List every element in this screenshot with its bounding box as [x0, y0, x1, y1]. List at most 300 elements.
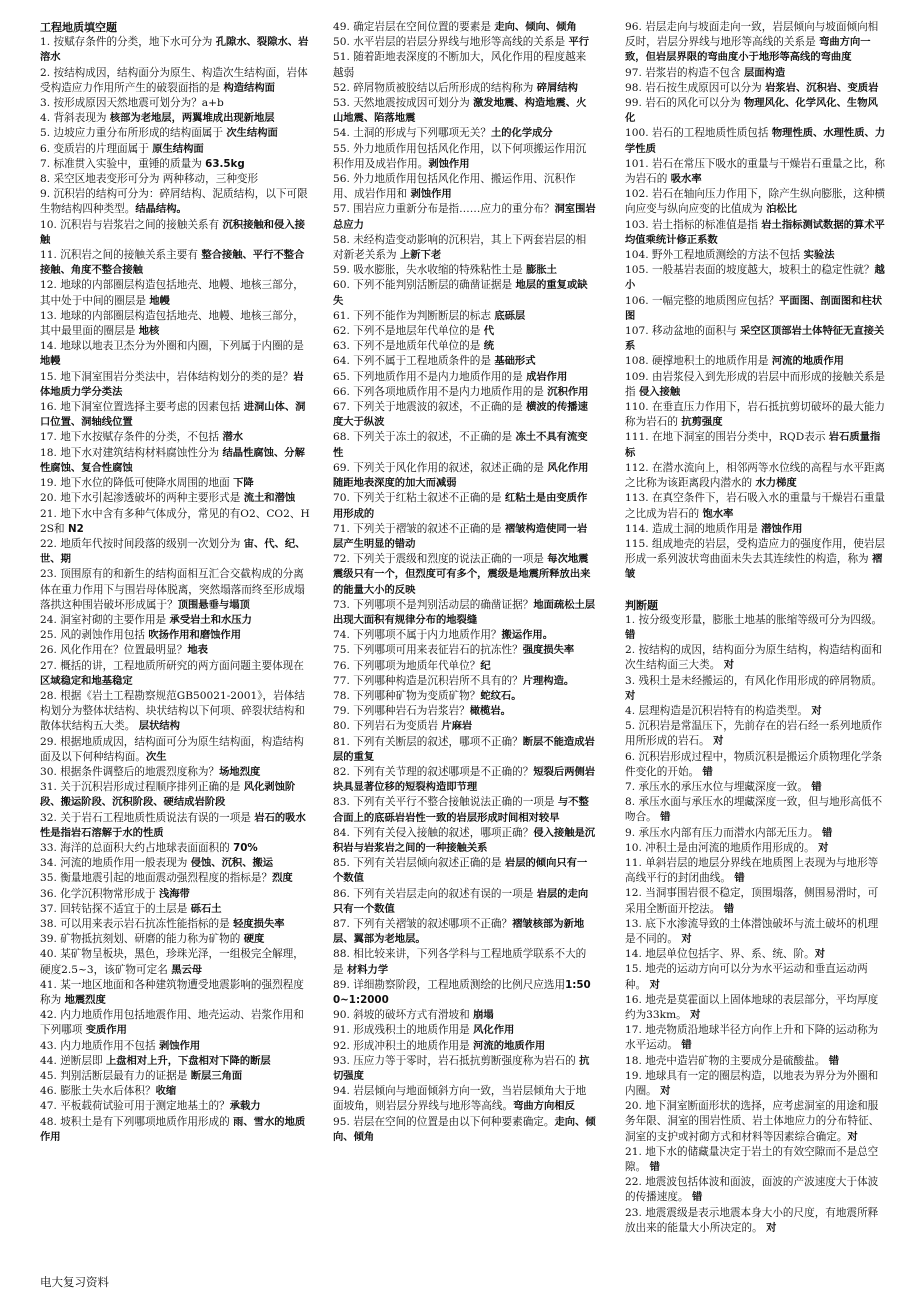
- question-text: 100. 岩石的工程地质性质包括: [625, 127, 772, 140]
- question-item: [40, 400, 312, 430]
- question-item: [40, 1069, 312, 1084]
- question-item: [625, 187, 887, 217]
- question-text: 80. 下列岩石为变质岩: [333, 720, 442, 733]
- question-text: 1. 按分级变形量，膨胀土地基的胀缩等级可分为四级。: [625, 613, 883, 626]
- answer-text: 纪: [480, 659, 491, 672]
- answer-text: 河流的地质作用: [473, 1039, 546, 1052]
- question-item: [333, 35, 596, 50]
- answer-text: 蛇纹石。: [480, 689, 522, 702]
- question-item: [625, 1054, 887, 1069]
- answer-text: 成岩作用: [526, 370, 568, 383]
- question-item: [625, 294, 887, 324]
- question-text: 81. 下列有关断层的叙述，哪项不正确？: [333, 735, 523, 748]
- answer-text: 材料力学: [346, 963, 389, 976]
- question-item: [333, 233, 596, 263]
- answer-text: 膨胀土: [526, 264, 557, 277]
- answer-text: 场地烈度: [219, 765, 261, 778]
- question-text: 74. 下列哪项不属于内力地质作用？: [333, 629, 502, 642]
- answer-text: 对: [818, 841, 829, 854]
- question-item: [625, 126, 887, 156]
- question-item: [40, 856, 312, 871]
- answer-text: 岩体地质力学分类法: [40, 370, 304, 398]
- question-text: 90. 斜坡的破坏方式有滑坡和: [333, 1009, 474, 1022]
- question-item: [625, 917, 887, 947]
- answer-text: 错: [691, 1191, 703, 1204]
- question-item: [333, 430, 596, 460]
- question-text: 38. 可以用来表示岩石抗冻性能指标的是: [40, 917, 234, 930]
- answer-text: 对: [814, 948, 826, 961]
- question-item: [40, 96, 312, 111]
- question-item: [40, 35, 312, 65]
- question-item: [333, 598, 596, 628]
- question-text: 18. 地下水对建筑结构材料腐蚀性分为: [40, 446, 223, 459]
- answer-text: 结晶性腐蚀、分解性腐蚀、复合性腐蚀: [40, 446, 305, 474]
- question-text: 69. 下列关于风化作用的叙述，叙述正确的是: [333, 461, 548, 474]
- answer-text: 雨、雪水的地质作用: [40, 1115, 306, 1143]
- question-text: 115. 组成地壳的岩层，受构造应力的强度作用，使岩层形成一系列波状弯曲面未失去其连续性的构造，称为: [625, 537, 886, 566]
- question-text: 60. 下列不能判别活断层的确凿证据是: [333, 279, 516, 292]
- question-text: 57. 围岩应力重新分布是指……应力的重分布？: [333, 203, 555, 216]
- question-text: 73. 下列哪项不是判别活动层的确凿证据？: [333, 598, 534, 611]
- answer-text: 核部为老地层，两翼堆成出现新地层: [109, 112, 275, 125]
- question-item: [40, 446, 312, 476]
- answer-text: 褶皱: [625, 553, 883, 581]
- answer-text: 河流的地质作用: [771, 355, 844, 368]
- question-text: 3. 残积土是未经搬运的，有风化作用形成的碎屑物质。: [625, 674, 883, 687]
- question-text: 4. 层理构造是沉积岩特有的构造类型。: [625, 704, 812, 717]
- answer-text: 剥蚀作用: [428, 157, 470, 170]
- question-text: 88. 相比较来讲，下列各学科与工程地质学联系不大的是: [333, 948, 587, 976]
- question-item: [625, 613, 887, 643]
- question-text: 24. 洞室衬砌的主要作用是: [40, 613, 170, 626]
- question-text: 10. 沉积岩与岩浆岩之间的接触关系有: [40, 218, 223, 231]
- question-item: [40, 1099, 312, 1114]
- answer-text: 地幔: [40, 355, 61, 368]
- question-item: [625, 491, 887, 521]
- question-item: [625, 1099, 887, 1145]
- question-text: 49. 确定岩层在空间位置的要素是: [333, 21, 495, 33]
- question-item: [40, 142, 312, 157]
- answer-text: 错: [723, 902, 735, 915]
- question-text: 95. 岩层在空间的位置是由以下何种要素确定。: [333, 1115, 555, 1128]
- question-text: 28. 根据《岩土工程勘察规范GB50021-2001》，岩体结构划分为整体状结构、块状结构以下何项、碎裂状结构和散体状结构五大类。: [40, 689, 305, 733]
- question-text: 66. 下列各项地质作用不是内力地质作用的是: [333, 385, 548, 398]
- question-text: 6. 沉积岩形成过程中，物质沉积是搬运介质物理化学条件变化的开始。: [625, 750, 883, 778]
- answer-text: 平面图、剖面图和柱状图: [625, 294, 883, 322]
- question-item: [40, 1084, 312, 1099]
- question-item: [40, 507, 312, 537]
- question-text: 12. 当洞事围岩很不稳定，顶围塌落，侧围易滑时，可采用全断面开挖法。: [625, 887, 879, 915]
- question-text: 111. 在地下洞室的围岩分类中，RQD表示: [625, 431, 829, 444]
- question-item: [625, 886, 887, 916]
- answer-text: 上新下老: [399, 249, 442, 262]
- question-text: 75. 下列哪项可用来表征岩石的抗冻性？: [333, 644, 523, 657]
- question-text: 98. 岩石按生成原因可以分为: [625, 81, 766, 94]
- answer-text: 激发地震、构造地震、火山地震、陷落地震: [333, 97, 587, 125]
- answer-text: 崩塌: [473, 1009, 494, 1022]
- question-item: [333, 50, 596, 80]
- answer-text: 原生结构面: [152, 142, 204, 155]
- question-text: 110. 在垂直压力作用下，岩石抵抗剪切破坏的最大能力称为岩石的: [625, 401, 886, 429]
- page-footer: 电大复习资料: [40, 1275, 109, 1289]
- question-text: 37. 回转钻探不适宜于的土层是: [40, 902, 191, 915]
- question-item: [333, 339, 596, 354]
- answer-text: 实验法: [803, 249, 835, 262]
- question-text: 23. 顶围原有的和新生的结构面相互汇合交截构成的分离体在重力作用下与围岩母体脱离，突然塌落而终至形成塌落拱这种围岩破坏形成属于？: [40, 568, 305, 611]
- question-text: 15. 地下洞室围岩分类法中，岩体结构划分的类的是？: [40, 370, 294, 383]
- answer-text: 砾石土: [190, 902, 222, 915]
- answer-text: 风化剥蚀阶段、搬运阶段、沉积阶段、硬结成岩阶段: [40, 781, 296, 809]
- question-item: [625, 674, 887, 704]
- question-text: 34. 河流的地质作用一般表现为: [40, 857, 191, 870]
- answer-text: 短裂后两侧岩块具显著位移的短裂构造即节理: [333, 765, 596, 794]
- question-text: 2. 按结构成因，结构面分为原生、构造次生结构面，岩体受构造应力作用所产生的破裂面指的是: [40, 66, 308, 94]
- question-text: 105. 一般基岩表面的坡度越大，坡积土的稳定性就？: [625, 264, 875, 277]
- question-text: 61. 下列不能作为判断断层的标志: [333, 309, 495, 322]
- answer-text: 平行: [568, 36, 590, 49]
- question-item: [40, 111, 312, 126]
- question-text: 20. 地下水引起渗透破坏的两种主要形式是: [40, 492, 244, 505]
- answer-text: 地表: [187, 644, 208, 657]
- answer-text: 错: [734, 872, 745, 885]
- answer-text: 碎屑结构: [536, 81, 578, 94]
- answer-text: 地核: [138, 325, 160, 338]
- question-text: 44. 逆断层即: [40, 1054, 106, 1067]
- answer-text: 吹扬作用和磨蚀作用: [148, 629, 242, 642]
- question-item: [40, 157, 312, 172]
- answer-text: 63.5kg: [205, 157, 245, 170]
- answer-text: 强度损失率: [522, 644, 575, 657]
- question-item: [333, 309, 596, 324]
- answer-text: 对: [723, 659, 735, 672]
- question-text: 7. 标准贯入实验中，重锤的质量为: [40, 157, 206, 170]
- answer-text: 每次地震震级只有一个，但烈度可有多个，震级是地震所释放出来的能量大小的反映: [333, 553, 591, 596]
- question-item: [40, 430, 312, 445]
- answer-text: 地层的重复或缺失: [333, 279, 588, 307]
- question-item: [333, 385, 596, 400]
- question-text: 16. 地下洞室位置选择主要考虑的因素包括: [40, 401, 244, 414]
- question-text: 55. 外力地质作用包括风化作用，以下何项搬运作用沉积作用及成岩作用。: [333, 142, 587, 170]
- answer-text: 饱水率: [702, 507, 734, 520]
- question-item: [333, 1115, 596, 1145]
- question-item: [333, 1023, 596, 1038]
- question-text: 46. 膨胀土失水后体积？: [40, 1085, 156, 1098]
- question-item: [40, 476, 312, 491]
- answer-text: 进洞山体、洞口位置、洞轴线位置: [40, 401, 306, 429]
- question-text: 113. 在真空条件下，岩石吸入水的重量与干燥岩石重量之比成为岩石的: [625, 492, 886, 520]
- answer-text: 土的化学成分: [490, 127, 553, 140]
- question-text: 107. 移动盆地的面积与: [625, 325, 741, 338]
- question-text: 54. 土洞的形成与下列哪项无关？: [333, 127, 491, 140]
- question-item: [625, 1206, 887, 1236]
- question-text: 97. 岩浆岩的构造不包含: [625, 66, 744, 79]
- question-item: [625, 704, 887, 719]
- question-item: [333, 1054, 596, 1084]
- question-text: 14. 地层单位包括字、界、系、统、阶。: [625, 948, 815, 961]
- question-text: 36. 化学沉积物常形成于: [40, 887, 159, 900]
- answer-text: 弯曲方向相反: [513, 1100, 575, 1113]
- question-text: 87. 下列有关褶皱的叙述哪项不正确？: [333, 917, 513, 930]
- answer-text: 错: [828, 1054, 839, 1067]
- question-item: [625, 354, 887, 369]
- question-text: 50. 水平岩层的岩层分界线与地形等高线的关系是: [333, 36, 569, 49]
- question-text: 82. 下列有关节理的叙述哪项是不正确的？: [333, 765, 534, 778]
- question-item: [40, 1039, 312, 1054]
- answer-text: 统: [483, 340, 495, 353]
- question-text: 86. 下列有关岩层走向的叙述有误的一项是: [333, 887, 537, 900]
- question-item: [333, 278, 596, 308]
- question-text: 70. 下列关于红粘土叙述不正确的是: [333, 492, 505, 505]
- question-text: 79. 下列哪种岩石为岩浆岩？: [333, 705, 470, 718]
- section-spacer: [625, 583, 887, 598]
- question-text: 114. 造成土洞的地质作用是: [625, 522, 762, 535]
- question-text: 109. 由岩浆侵入到先形成的岩层中而形成的接触关系是指: [625, 370, 886, 398]
- question-text: 101. 岩石在常压下吸水的重量与干燥岩石重量之比，称为岩石的: [625, 157, 886, 186]
- question-item: [625, 750, 887, 780]
- question-item: [40, 1054, 312, 1069]
- question-text: 92. 形成冲积土的地质作用是: [333, 1039, 474, 1052]
- question-text: 14. 地球以地表卫杰分为外圈和内圈，下列属于内圈的是: [40, 340, 304, 353]
- question-text: 47. 平板载荷试验可用于测定地基土的？: [40, 1100, 230, 1113]
- question-text: 12. 地球的内部圈层构造包括地壳、地幔、地核三部分，其中处于中间的圈层是: [40, 279, 304, 307]
- answer-text: 对: [625, 689, 636, 702]
- column-2: [333, 20, 596, 1145]
- answer-text: 对: [766, 1221, 777, 1234]
- question-item: [333, 735, 596, 765]
- question-item: [333, 400, 596, 430]
- answer-text: 对: [681, 932, 692, 945]
- answer-text: 变质作用: [85, 1024, 127, 1037]
- answer-text: 区域稳定和地基稳定: [40, 674, 133, 687]
- question-text: 53. 天然地震按成因可划分为: [333, 97, 474, 110]
- question-text: 3. 按形成原因天然地震可划分为？a+b: [40, 97, 224, 110]
- answer-text: 地幔: [149, 294, 170, 307]
- question-text: 21. 地下水的储藏量决定于岩土的有效空隙而不是总空隙。: [625, 1145, 879, 1174]
- question-text: 56. 外力地质作用包括风化作用、搬运作用、沉积作用、成岩作用和: [333, 173, 576, 201]
- question-item: [333, 659, 596, 674]
- question-item: [333, 263, 596, 278]
- answer-text: 侵蚀、沉积、搬运: [190, 857, 274, 870]
- question-item: [333, 643, 596, 658]
- question-text: 112. 在潜水流向上，相邻两等水位线的高程与水平距离之比称为该距离段内潜水的: [625, 461, 886, 490]
- question-text: 5. 沉积岩是常温压下，先前存在的岩石经一系列地质作用所形成的岩石。: [625, 720, 883, 748]
- answer-text: 次生: [145, 750, 167, 763]
- question-text: 27. 概括的讲，工程地质所研究的两方面问题主要体现在: [40, 659, 304, 672]
- question-text: 91. 形成残积土的地质作用是: [333, 1024, 474, 1037]
- answer-text: 烈度: [272, 872, 293, 885]
- question-item: [625, 96, 887, 126]
- question-item: [333, 704, 596, 719]
- column-3: [625, 20, 887, 1236]
- question-text: 22. 地质年代按时间段落的级别一次划分为: [40, 537, 244, 550]
- answer-text: 轻度损失率: [233, 917, 285, 930]
- question-item: [40, 841, 312, 856]
- answer-text: 泊松比: [766, 203, 797, 216]
- answer-text: N2: [67, 522, 84, 535]
- question-item: [625, 947, 887, 962]
- question-text: 41. 某一地区地面和各种建筑物遭受地震影响的强烈程度称为: [40, 978, 304, 1006]
- question-item: [625, 780, 887, 795]
- answer-text: 硬度: [243, 933, 265, 946]
- question-text: 16. 地壳是莫霍面以上固体地球的表层部分，平均厚度约为33km。: [625, 993, 879, 1021]
- answer-text: 错: [625, 628, 636, 641]
- answer-text: 物理性质、水理性质、力学性质: [625, 127, 886, 155]
- answer-text: 断层三角面: [190, 1070, 243, 1083]
- question-text: 71. 下列关于褶皱的叙述不正确的是: [333, 522, 505, 535]
- question-text: 13. 底下水渗流导致的土体潜蚀破坏与流土破坏的机理是不同的。: [625, 917, 879, 945]
- question-item: [625, 795, 887, 825]
- question-text: 11. 单斜岩层的地层分界线在地质图上表现为与地形等高线平行的封闭曲线。: [625, 856, 879, 885]
- answer-text: 下降: [233, 477, 254, 490]
- question-item: [333, 172, 596, 202]
- question-text: 25. 风的剥蚀作用包括: [40, 629, 149, 642]
- question-text: 78. 下列哪种矿物为变质矿物？: [333, 689, 481, 702]
- question-item: [333, 795, 596, 825]
- question-item: [625, 218, 887, 248]
- question-item: [40, 1008, 312, 1038]
- question-text: 9. 承压水内部有压力而潜水内部无压力。: [625, 826, 822, 839]
- question-item: [333, 947, 596, 977]
- question-item: [625, 962, 887, 992]
- question-text: 31. 关于沉积岩形成过程顺序排列正确的是: [40, 781, 244, 794]
- answer-text: 抗切强度: [333, 1054, 590, 1083]
- question-item: [333, 1008, 596, 1023]
- answer-text: 岩石的吸水性是指岩石溶解于水的性质: [40, 811, 306, 839]
- question-item: [625, 370, 887, 400]
- question-text: 30. 根据条件调整后的地震烈度称为？: [40, 765, 220, 778]
- answer-text: 黑云母: [171, 963, 203, 976]
- question-text: 17. 地壳物质沿地球半径方向作上升和下降的运动称为水平运动。: [625, 1024, 879, 1052]
- answer-text: 对: [660, 1085, 671, 1098]
- question-text: 32. 关于岩石工程地质性质说法有误的一项是: [40, 811, 255, 824]
- question-item: [333, 96, 596, 126]
- answer-text: 错: [821, 826, 833, 839]
- question-item: [40, 932, 312, 947]
- question-item: [333, 1039, 596, 1054]
- question-text: 18. 地壳中造岩矿物的主要成分是硫酸盐。: [625, 1054, 829, 1067]
- question-text: 48. 坡积土是有下列哪项地质作用形成的: [40, 1115, 234, 1128]
- question-item: [333, 142, 596, 172]
- answer-text: 弯曲方向一致，但岩层界限的弯曲度小于地形等高线的弯曲度: [625, 36, 871, 64]
- answer-text: 岩浆岩、沉积岩、变质岩: [765, 81, 879, 94]
- answer-text: 潜水: [222, 431, 244, 444]
- question-item: [40, 887, 312, 902]
- answer-text: 岩层的倾向只有一个数值: [333, 857, 588, 885]
- question-item: [625, 430, 887, 460]
- question-item: [40, 187, 312, 217]
- answer-text: 对: [690, 1009, 701, 1021]
- answer-text: 宙、代、纪、世、期: [40, 537, 306, 566]
- question-item: [625, 461, 887, 491]
- question-item: [625, 993, 887, 1023]
- question-text: 94. 岩层倾向与地面倾斜方向一致，当岩层倾角大于地面坡角，则岩层分界线与地形等高线。: [333, 1085, 587, 1113]
- question-text: 20. 地下洞室断面形状的选择，应考虑洞室的用途和服务年限、洞室的围岩性质、岩土体地应力的分布特征、洞室的支护或衬砌方式和材料等因素综合确定。: [625, 1100, 880, 1143]
- answer-text: 风化作用随距地表深度的加大而减弱: [333, 461, 589, 490]
- question-item: [625, 522, 887, 537]
- question-item: [333, 1084, 596, 1114]
- answer-text: 错: [681, 1039, 692, 1052]
- question-item: [625, 1145, 887, 1175]
- question-item: [333, 20, 596, 35]
- answer-text: 地震烈度: [64, 994, 106, 1006]
- question-text: 51. 随着距地表深度的不断加大，风化作用的程度越来越弱: [333, 51, 587, 79]
- answer-text: 收缩: [155, 1085, 177, 1098]
- question-text: 68. 下列关于冻土的叙述，不正确的是: [333, 431, 516, 444]
- question-text: 67. 下列关于地震波的叙述，不正确的是: [333, 401, 527, 414]
- answer-text: 70%: [233, 841, 258, 854]
- question-item: [625, 841, 887, 856]
- answer-text: 代: [483, 325, 495, 338]
- question-text: 89. 详细勘察阶段，工程地质测绘的比例尺应选用: [333, 978, 566, 991]
- question-item: [40, 248, 312, 278]
- section-title-judgement: 判断题: [625, 598, 658, 612]
- question-text: 1. 按赋存条件的分类，地下水可分为: [40, 36, 216, 49]
- question-item: [40, 735, 312, 765]
- question-item: [625, 66, 887, 81]
- answer-text: 整合接触、平行不整合接触、角度不整合接触: [40, 249, 305, 277]
- question-item: [40, 780, 312, 810]
- answer-text: 岩层的走向只有一个数值: [333, 887, 589, 915]
- answer-text: 越小: [625, 264, 885, 292]
- question-item: [40, 567, 312, 613]
- question-item: [40, 309, 312, 339]
- question-item: [333, 887, 596, 917]
- answer-text: 褶皱构造使同一岩层产生明显的错动: [333, 522, 588, 550]
- answer-text: 对: [649, 978, 660, 991]
- question-item: [625, 1175, 887, 1205]
- question-text: 102. 岩石在轴向压力作用下，除产生纵向膨胀，这种横向应变与纵向应变的比值成为: [625, 188, 886, 216]
- question-item: [625, 826, 887, 841]
- answer-text: 红粘土是由变质作用形成的: [333, 492, 588, 520]
- question-item: [40, 643, 312, 658]
- answer-text: 次生结构面: [226, 127, 278, 140]
- answer-text: 顶围悬垂与塌顶: [177, 598, 250, 611]
- answer-text: 横波的传播速度大于纵波: [333, 401, 588, 429]
- answer-text: 构造结构面: [223, 81, 275, 94]
- answer-text: 层状结构: [138, 720, 180, 733]
- question-text: 52. 碎屑物质被胶结以后所形成的结构称为: [333, 81, 537, 94]
- question-text: 33. 海洋的总面积大约占地球表面面积的: [40, 841, 234, 854]
- answer-text: 流土和潜蚀: [243, 492, 296, 505]
- question-item: [625, 856, 887, 886]
- answer-text: 采空区顶部岩土体特征无直接关系: [625, 325, 885, 353]
- answer-text: 剥蚀作用: [410, 188, 452, 201]
- question-text: 63. 下列不是地质年代单位的是: [333, 340, 484, 353]
- answer-text: 抗剪强度: [681, 416, 723, 429]
- question-item: [625, 1023, 887, 1053]
- answer-text: 与不整合面上的底砾岩岩性一致的岩层形成时间相对较早: [333, 796, 589, 824]
- question-text: 5. 边坡应力重分布所形成的结构面属于: [40, 127, 227, 140]
- answer-text: 吸水率: [670, 173, 702, 186]
- question-item: [333, 552, 596, 598]
- question-text: 26. 风化作用在？位置最明显？: [40, 644, 188, 657]
- answer-text: 错: [811, 780, 822, 793]
- answer-text: 错: [649, 1161, 660, 1174]
- question-item: [625, 248, 887, 263]
- question-item: [333, 689, 596, 704]
- question-text: 15. 地壳的运动方向可以分为水平运动和垂直运动两种。: [625, 963, 868, 991]
- question-item: [40, 917, 312, 932]
- answer-text: 对: [811, 704, 822, 717]
- question-item: [40, 947, 312, 977]
- question-item: [40, 278, 312, 308]
- question-text: 65. 下列地质作用不是内力地质作用的是: [333, 370, 527, 383]
- answer-text: 错: [660, 811, 671, 824]
- question-text: 6. 变质岩的片理面属于: [40, 142, 153, 155]
- question-item: [333, 765, 596, 795]
- answer-text: 岩石质量指标: [625, 431, 881, 459]
- question-text: 72. 下列关于震级和烈度的说法正确的一项是: [333, 553, 548, 566]
